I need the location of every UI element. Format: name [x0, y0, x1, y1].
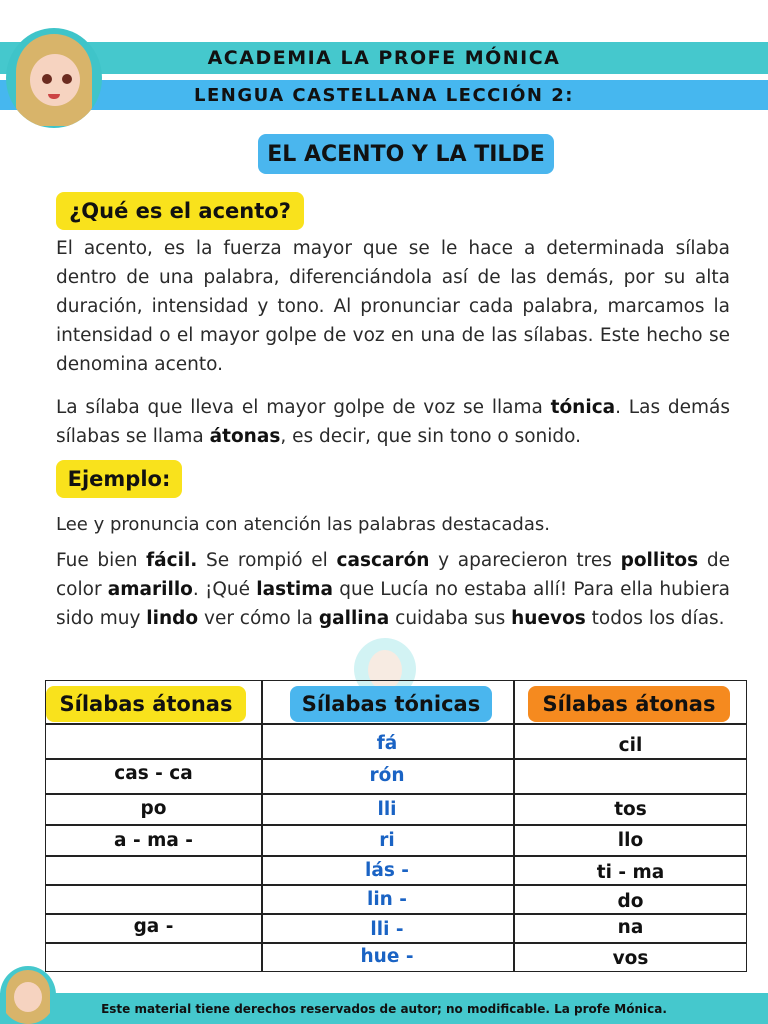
academy-banner — [0, 42, 768, 74]
lesson-banner — [0, 80, 768, 110]
table-cell: na — [617, 916, 644, 938]
header-atonas-left: Sílabas átonas — [46, 686, 246, 722]
table-cell — [46, 886, 261, 912]
table-cell: lli — [377, 798, 397, 820]
table-cell: fá — [376, 732, 398, 754]
page-title: EL ACENTO Y LA TILDE — [258, 134, 554, 174]
definition-paragraph: El acento, es la fuerza mayor que se le hace a determinada sílaba dentro de una palabra, diferenciándola así de las demás, por su alta duración, intensidad y tono. Al pronunciar cada palabra, marcamos la intensidad o el mayor golpe de voz en una de las sílabas. Este hecho se denomina acento. — [56, 238, 730, 375]
table-cell: cil — [618, 734, 643, 756]
footer-avatar-icon — [0, 966, 56, 1024]
table-cell: rón — [369, 764, 405, 786]
syllables-table — [45, 680, 747, 972]
table-cell: do — [617, 890, 644, 912]
table-cell: tos — [614, 798, 647, 820]
table-cell: a - ma - — [114, 829, 193, 851]
table-cell: ti - ma — [596, 861, 665, 883]
teacher-avatar-icon — [6, 28, 102, 128]
table-cell: ga - — [133, 915, 174, 937]
instruction-text: Lee y pronuncia con atención las palabras destacadas. — [56, 514, 550, 535]
example-paragraph: Fue bien fácil. Se rompió el cascarón y aparecieron tres pollitos de color amarillo. ¡Qué lastima que Lucía no estaba allí! Para ella hubiera sido muy lindo ver cómo la gallina cuidaba sus huevos todos los días. — [56, 550, 731, 629]
table-cell: hue - — [360, 945, 414, 967]
tonic-paragraph: La sílaba que lleva el mayor golpe de voz se llama tónica. Las demás sílabas se llama átonas, es decir, que sin tono o sonido. — [56, 397, 731, 447]
copyright-footer: Este material tiene derechos reservados de autor; no modificable. La profe Mónica. — [0, 993, 768, 1024]
academy-name: ACADEMIA LA PROFE MÓNICA — [207, 47, 561, 69]
lesson-name: LENGUA CASTELLANA LECCIÓN 2: — [194, 84, 574, 106]
header-atonas-right: Sílabas átonas — [528, 686, 730, 722]
table-cell: lli - — [370, 918, 404, 940]
table-cell: lás - — [365, 859, 409, 881]
table-cell: ri — [379, 829, 395, 851]
table-cell — [513, 762, 748, 788]
table-cell — [46, 730, 261, 756]
table-cell: lin - — [367, 888, 407, 910]
header-tonicas: Sílabas tónicas — [290, 686, 492, 722]
table-cell — [46, 857, 261, 883]
example-heading: Ejemplo: — [56, 460, 182, 498]
table-cell: vos — [612, 947, 649, 969]
table-cell — [46, 943, 261, 969]
table-cell: po — [140, 797, 167, 819]
question-heading: ¿Qué es el acento? — [56, 192, 304, 230]
table-cell: cas - ca — [114, 762, 193, 784]
table-cell: llo — [617, 829, 644, 851]
